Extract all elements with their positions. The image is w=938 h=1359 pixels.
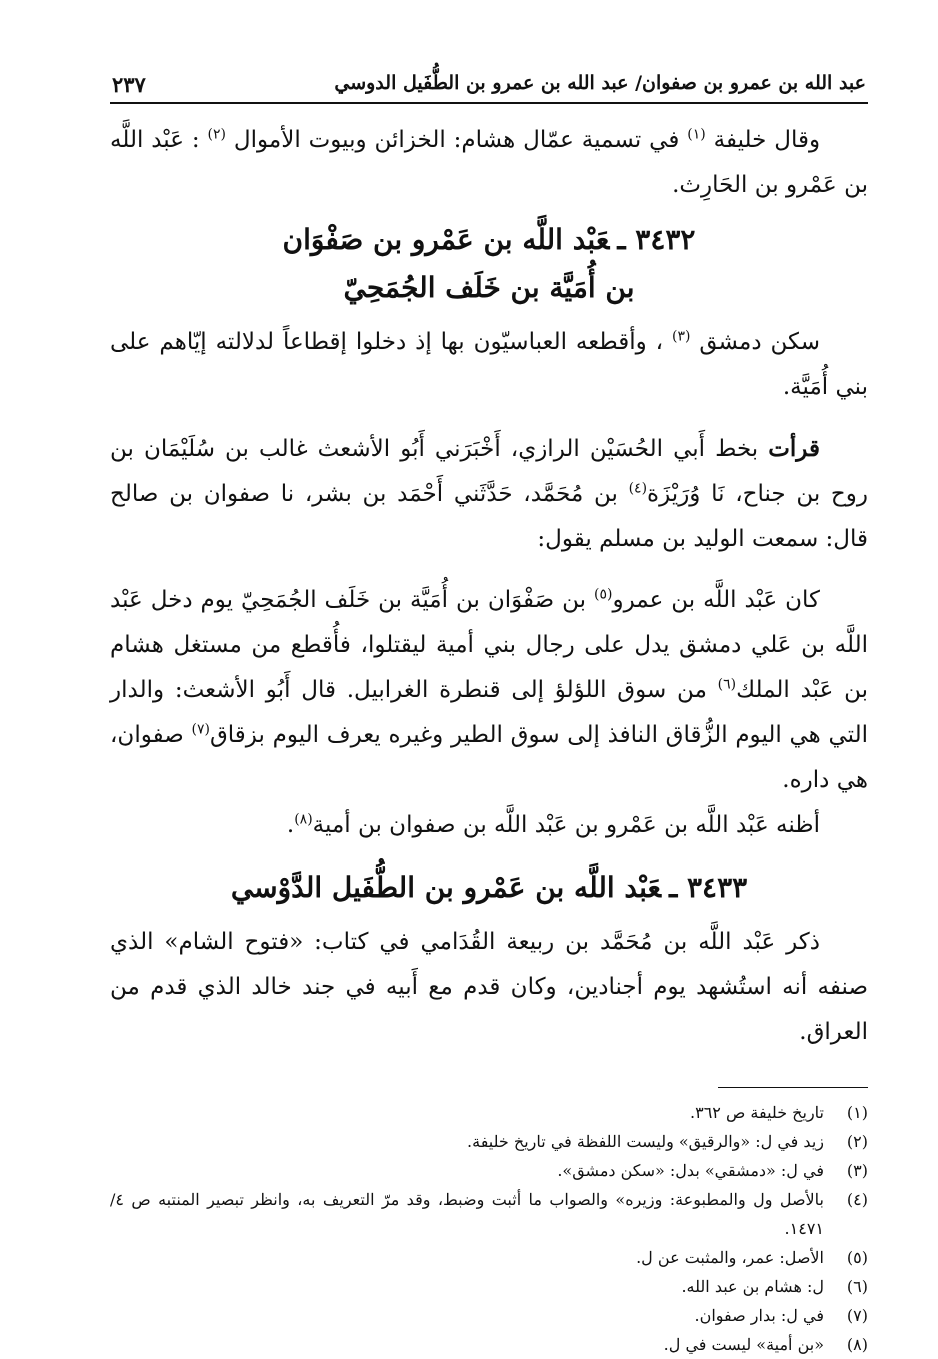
footnote-text: الأصل: عمر، والمثبت عن ل. (636, 1248, 824, 1267)
footnote-text: «بن أمية» ليست في ل. (663, 1335, 824, 1354)
paragraph-text: بخط أَبي الحُسَيْن الرازي، أَخْبَرَني أَبُو الأشعث غالب بن سُلَيْمَان بن روح بن جناح، نَا وُرَيْزَة (110, 436, 868, 507)
paragraph-text: كان عَبْد اللَّه بن عمرو (612, 587, 820, 613)
paragraph-text: صفوان، هي داره. (110, 722, 868, 793)
entry-number: ٣٤٣٣ ـ (669, 871, 748, 904)
intro-text: في تسمية عمّال هشام: الخزائن وبيوت الأموال (233, 127, 680, 153)
intro-paragraph (110, 118, 868, 208)
book-page (110, 60, 868, 1359)
entry-3432-paragraph-2 (110, 426, 868, 562)
entry-3432-paragraph-3 (110, 578, 868, 803)
footnote-ref-7[interactable]: (٧) (191, 721, 210, 738)
footnote-item (110, 1185, 868, 1243)
footnote-divider (718, 1087, 868, 1088)
entry-title-line-2: بن أُمَيَّة بن خَلَف الجُمَحِيّ (343, 271, 635, 304)
footnote-text: في ل: «دمشقي» بدل: «سكن دمشق». (557, 1161, 824, 1180)
lead-word: قرأت (768, 435, 820, 462)
footnote-marker: (٦) (846, 1277, 868, 1296)
footnote-item (110, 1330, 868, 1359)
footnote-text: تاريخ خليفة ص ٣٦٢. (690, 1103, 824, 1122)
page-number: ٢٣٧ (112, 72, 146, 97)
footnote-item (110, 1301, 868, 1330)
intro-text: وقال خليفة (713, 127, 821, 153)
paragraph-text: بن مُحَمَّد، حَدَّثَني أَحْمَد بن بشر، نا صفوان بن صالح قال: سمعت الوليد بن مسلم يقول: (110, 481, 868, 552)
footnote-ref-1[interactable]: (١) (687, 126, 706, 143)
paragraph-text: من سوق اللؤلؤ إلى قنطرة الغرابيل. قال أَبُو الأشعث: والدار التي هي اليوم الزُّقاق النافذ إلى سوق الطير وغيره يعرف اليوم بزقاق (110, 677, 868, 748)
running-title: عبد الله بن عمرو بن صفوان/ عبد الله بن عمرو بن الطُّفَيل الدوسي (334, 72, 866, 94)
entry-title-line-1: عَبْد اللَّه بن عَمْرو بن صَفْوَان (282, 223, 610, 256)
entry-3433-paragraph: ذكر عَبْد اللَّه بن مُحَمَّد بن ربيعة القُدَامي في كتاب: «فتوح الشام» الذي صنفه أنه استُشهد يوم أجنادين، وكان قدم مع أَبيه في جند خالد الذي قدم من العراق. (110, 929, 868, 1045)
paragraph-text: بن صَفْوَان بن أُمَيَّة بن خَلَف الجُمَحِيّ يوم دخل عَبْد اللَّه بن عَلي دمشق يدل على رجال بني أمية ليقتلوا، فأُقطع من مستغل هشام بن عَبْد الملك (110, 587, 868, 703)
footnote-ref-5[interactable]: (٥) (594, 586, 613, 603)
footnote-marker: (٤) (846, 1190, 868, 1209)
paragraph-text: . (286, 812, 295, 838)
intro-text: : عَبْد اللَّه بن عَمْرو بن الحَارِث. (110, 127, 868, 198)
entry-3433-heading (110, 864, 868, 912)
footnote-marker: (١) (846, 1103, 868, 1122)
paragraph-text: أظنه عَبْد اللَّه بن عَمْرو بن عَبْد اللَّه بن صفوان بن أمية (312, 812, 820, 838)
footnote-marker: (٨) (846, 1335, 868, 1354)
footnote-marker: (٣) (846, 1161, 868, 1180)
footnote-marker: (٧) (846, 1306, 868, 1325)
footnote-item (110, 1156, 868, 1185)
running-header (110, 60, 868, 104)
footnote-marker: (٥) (846, 1248, 868, 1267)
entry-3432-heading (110, 216, 868, 264)
entry-3432-paragraph-1 (110, 320, 868, 410)
entry-3432-heading-line-2 (110, 264, 868, 312)
footnote-item (110, 1127, 868, 1156)
footnote-text: زيد في ل: «والرقيق» وليست اللفظة في تاريخ خليفة. (467, 1132, 824, 1151)
footnote-text: بالأصل ول والمطبوعة: وزيره» والصواب ما أثبت وضبط، وقد مرّ التعريف به، وانظر تبصير المنتبه ص ٤/ ١٤٧١. (110, 1190, 824, 1238)
entry-3432-paragraph-4 (110, 803, 868, 848)
footnote-item (110, 1098, 868, 1127)
footnote-item (110, 1243, 868, 1272)
footnote-text: في ل: بدار صفوان. (694, 1306, 824, 1325)
entry-number: ٣٤٣٢ ـ (617, 223, 696, 256)
footnote-ref-4[interactable]: (٤) (628, 480, 648, 497)
footnote-ref-8[interactable]: (٨) (294, 811, 313, 828)
footnote-marker: (٢) (846, 1132, 868, 1151)
footnote-text: ل: هشام بن عبد الله. (681, 1277, 824, 1296)
footnote-item (110, 1272, 868, 1301)
footnote-ref-6[interactable]: (٦) (717, 676, 737, 693)
footnote-ref-2[interactable]: (٢) (207, 126, 226, 143)
paragraph-text: سكن دمشق (699, 329, 821, 355)
entry-title: عَبْد اللَّه بن عَمْرو بن الطُّفَيل الدَّوْسي (230, 871, 662, 904)
paragraph-text: ، وأقطعه العباسيّون بها إذ دخلوا إقطاعاً لدلالته إيّاهم على بني أُمَيَّة. (110, 329, 868, 400)
footnote-ref-3[interactable]: (٣) (671, 328, 691, 345)
footnotes-list (110, 1098, 868, 1359)
